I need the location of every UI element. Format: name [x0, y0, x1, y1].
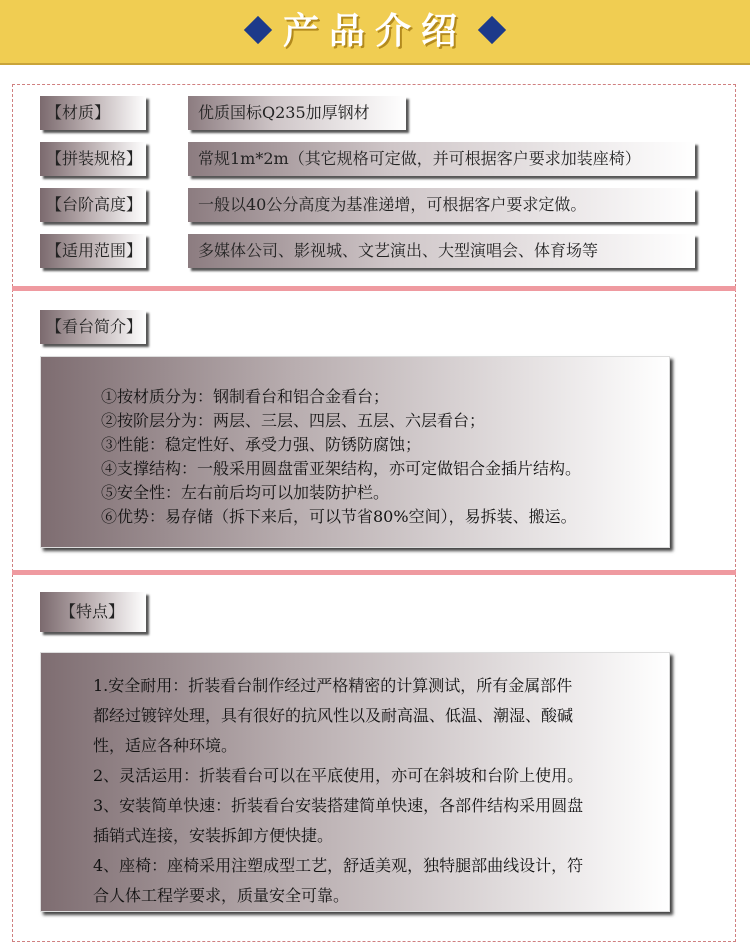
feature-line: 插销式连接，安装拆卸方便快捷。 [93, 826, 334, 845]
feature-line: 1.安全耐用：折装看台制作经过严格精密的计算测试，所有金属部件 [93, 676, 573, 695]
features-panel [40, 652, 670, 912]
feature-line: 性，适应各种环境。 [93, 736, 238, 755]
section-divider [12, 570, 736, 575]
spec-value-size: 常规1m*2m（其它规格可定做，并可根据客户要求加装座椅） [188, 142, 695, 176]
intro-line: ⑤安全性：左右前后均可以加装防护栏。 [101, 483, 390, 502]
spec-value-step-height: 一般以40公分高度为基准递增，可根据客户要求定做。 [188, 188, 695, 222]
feature-line: 2、灵活运用：折装看台可以在平底使用，亦可在斜坡和台阶上使用。 [93, 766, 584, 785]
intro-line: ③性能：稳定性好、承受力强、防锈防腐蚀； [101, 435, 422, 454]
page-title: 产品介绍 [282, 11, 467, 52]
intro-line: ①按材质分为：钢制看台和铝合金看台； [101, 387, 390, 406]
spec-label-size: 【拼装规格】 [40, 142, 146, 176]
features-label: 【特点】 [40, 592, 146, 632]
feature-line: 3、安装简单快速：折装看台安装搭建简单快速，各部件结构采用圆盘 [93, 796, 584, 815]
spec-label-step-height: 【台阶高度】 [40, 188, 146, 222]
intro-panel [40, 356, 670, 548]
feature-line: 合人体工程学要求，质量安全可靠。 [93, 886, 350, 905]
intro-line: ⑥优势：易存储（拆下来后，可以节省80%空间），易拆装、搬运。 [101, 507, 577, 526]
spec-value-scope: 多媒体公司、影视城、文艺演出、大型演唱会、体育场等 [188, 234, 695, 268]
spec-label-scope: 【适用范围】 [40, 234, 146, 268]
spec-value-material: 优质国标Q235加厚钢材 [188, 96, 406, 130]
feature-line: 4、座椅：座椅采用注塑成型工艺，舒适美观，独特腿部曲线设计，符 [93, 856, 584, 875]
intro-line: ②按阶层分为：两层、三层、四层、五层、六层看台； [101, 411, 486, 430]
section-divider [12, 286, 736, 291]
spec-label-material: 【材质】 [40, 96, 146, 130]
feature-line: 都经过镀锌处理，具有很好的抗风性以及耐高温、低温、潮湿、酸碱 [93, 706, 574, 725]
header-banner [0, 0, 750, 65]
intro-label: 【看台简介】 [40, 310, 146, 344]
intro-line: ④支撑结构：一般采用圆盘雷亚架结构，亦可定做铝合金插片结构。 [101, 459, 582, 478]
